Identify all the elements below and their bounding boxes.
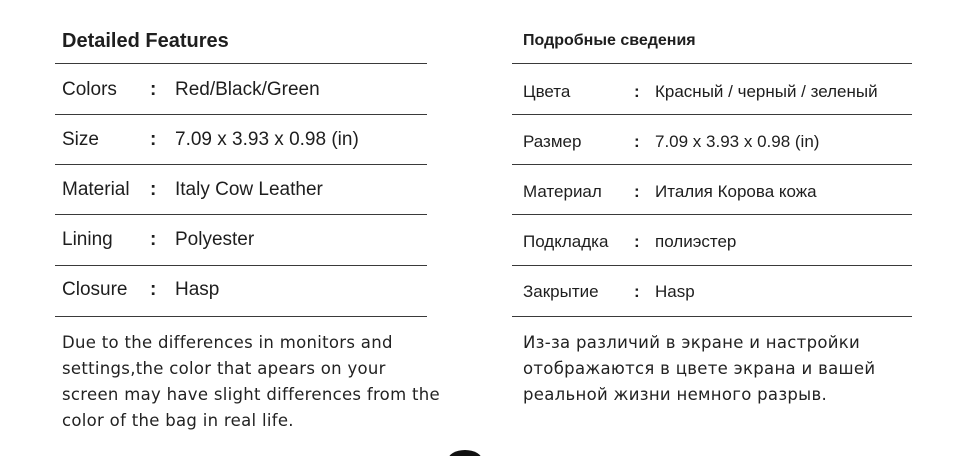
color-disclaimer bbox=[62, 330, 462, 434]
feature-row-material bbox=[512, 167, 912, 217]
feature-row-material bbox=[55, 165, 427, 215]
disclaimer-line: Due to the differences in monitors and bbox=[62, 333, 393, 352]
feature-label: Material bbox=[62, 179, 130, 200]
feature-separator: : bbox=[150, 179, 157, 200]
feature-separator: : bbox=[150, 129, 157, 150]
feature-row-colors bbox=[512, 67, 912, 117]
feature-row-size bbox=[512, 117, 912, 167]
table-divider bbox=[55, 316, 427, 317]
feature-row-closure bbox=[512, 267, 912, 317]
table-divider bbox=[512, 164, 912, 165]
feature-value: Red/Black/Green bbox=[175, 79, 320, 100]
disclaimer-line: отображаются в цвете экрана и вашей bbox=[523, 359, 876, 378]
feature-row-lining bbox=[512, 217, 912, 267]
feature-separator: : bbox=[150, 79, 157, 100]
feature-row-colors bbox=[55, 65, 427, 115]
disclaimer-line: screen may have slight differences from the bbox=[62, 385, 440, 404]
feature-value: Polyester bbox=[175, 229, 255, 250]
table-divider bbox=[512, 214, 912, 215]
feature-label: Закрытие bbox=[523, 282, 599, 301]
feature-row-lining bbox=[55, 215, 427, 265]
disclaimer-line: settings,the color that apears on your bbox=[62, 359, 386, 378]
table-divider bbox=[512, 265, 912, 266]
feature-separator: : bbox=[634, 132, 640, 151]
feature-label: Closure bbox=[62, 279, 128, 300]
feature-label: Цвета bbox=[523, 82, 571, 101]
feature-separator: : bbox=[634, 282, 640, 301]
feature-separator: : bbox=[634, 232, 640, 251]
disclaimer-line: Из-за различий в экране и настройки bbox=[523, 333, 861, 352]
feature-label: Подкладка bbox=[523, 232, 609, 251]
feature-value: Италия Корова кожа bbox=[655, 182, 817, 201]
disclaimer-line: реальной жизни немного разрыв. bbox=[523, 385, 828, 404]
features-heading: Подробные сведения bbox=[523, 32, 696, 49]
color-disclaimer bbox=[523, 330, 913, 408]
feature-value: Italy Cow Leather bbox=[175, 179, 323, 200]
table-divider bbox=[512, 114, 912, 115]
feature-label: Size bbox=[62, 129, 99, 150]
page-indicator-dot bbox=[448, 450, 482, 456]
feature-row-size bbox=[55, 115, 427, 165]
feature-value: полиэстер bbox=[655, 232, 737, 251]
feature-value: Красный / черный / зеленый bbox=[655, 82, 878, 101]
disclaimer-line: color of the bag in real life. bbox=[62, 411, 294, 430]
table-divider bbox=[512, 63, 912, 64]
feature-label: Размер bbox=[523, 132, 582, 151]
table-divider bbox=[55, 63, 427, 64]
features-heading: Detailed Features bbox=[62, 30, 229, 52]
feature-value: 7.09 x 3.93 x 0.98 (in) bbox=[655, 132, 820, 151]
feature-label: Материал bbox=[523, 182, 602, 201]
feature-row-closure bbox=[55, 265, 427, 315]
feature-label: Colors bbox=[62, 79, 117, 100]
feature-value: 7.09 x 3.93 x 0.98 (in) bbox=[175, 129, 359, 150]
feature-separator: : bbox=[150, 279, 157, 300]
feature-value: Hasp bbox=[655, 282, 695, 301]
feature-label: Lining bbox=[62, 229, 113, 250]
feature-value: Hasp bbox=[175, 279, 220, 300]
feature-separator: : bbox=[634, 182, 640, 201]
feature-separator: : bbox=[634, 82, 640, 101]
table-divider bbox=[512, 316, 912, 317]
feature-separator: : bbox=[150, 229, 157, 250]
